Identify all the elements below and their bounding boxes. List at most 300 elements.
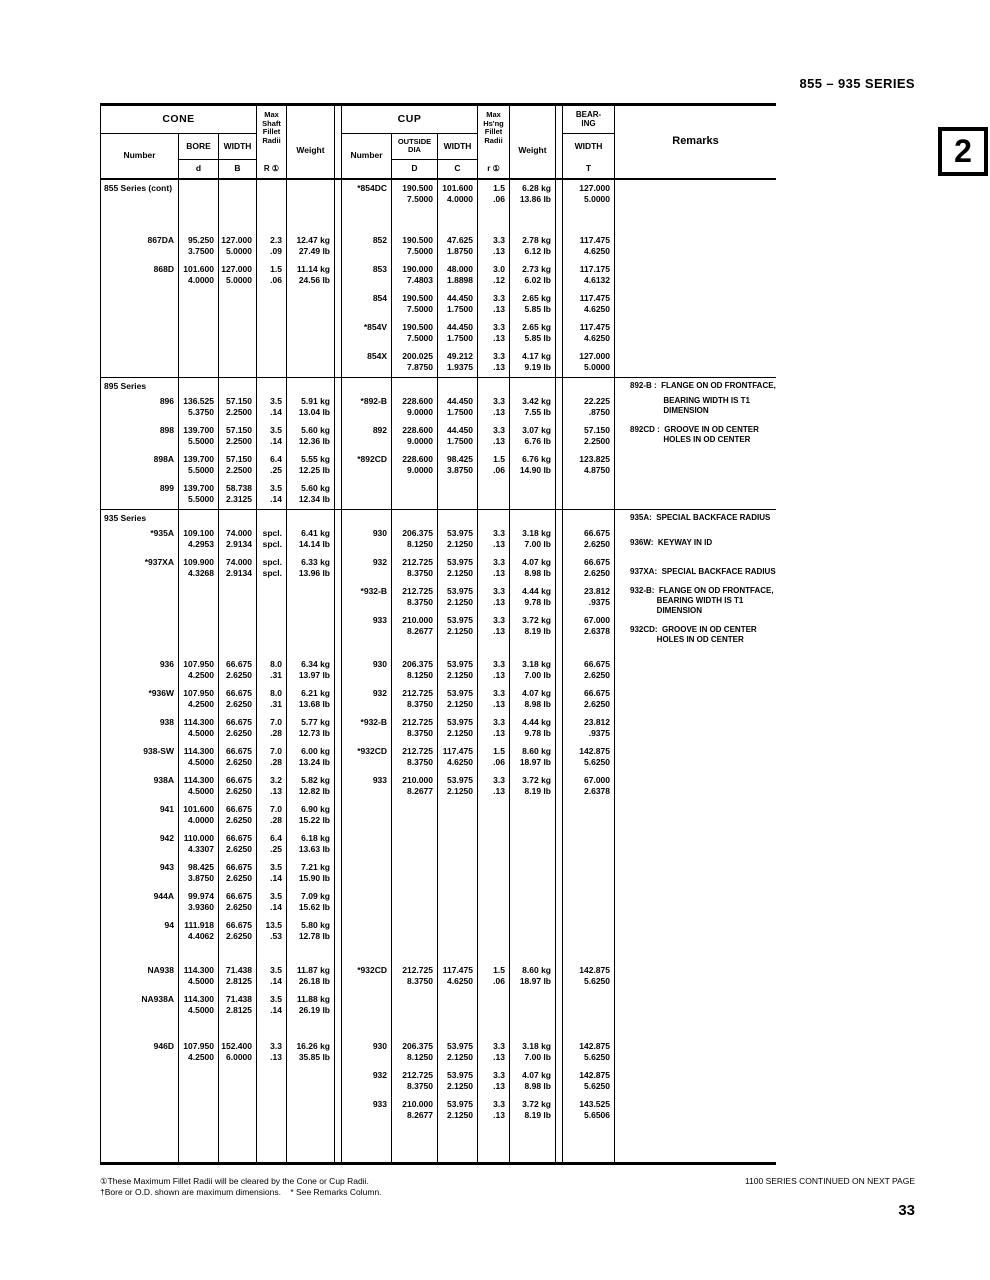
cell-text: 1.5 bbox=[493, 183, 505, 193]
remarks-cell bbox=[614, 348, 776, 377]
cell-text: 933 bbox=[372, 615, 387, 625]
cone-number-cell bbox=[101, 801, 178, 830]
cell-text: 142.875 bbox=[579, 965, 610, 975]
cone-number-cell bbox=[101, 393, 178, 422]
cell-text: 3.3 bbox=[493, 1070, 505, 1080]
cup-od-cell bbox=[391, 422, 437, 451]
cell-text: 9.0000 bbox=[407, 435, 433, 446]
cone-bore-cell bbox=[178, 946, 218, 962]
cone-weight-cell bbox=[286, 510, 334, 525]
cell-text: 2.2500 bbox=[226, 406, 252, 417]
cone-width-cell bbox=[218, 232, 256, 261]
cone-number-cell bbox=[101, 641, 178, 656]
cell-text: 2.3 bbox=[270, 235, 282, 245]
cell-text: 4.5000 bbox=[188, 785, 214, 796]
cell-text: 24.56 lb bbox=[298, 274, 330, 285]
remarks-cell bbox=[614, 378, 776, 393]
divider-cell bbox=[334, 525, 341, 554]
cell-text: 2.1250 bbox=[447, 567, 473, 578]
cell-text: 127.000 bbox=[579, 183, 610, 193]
cup-width-cell bbox=[437, 232, 477, 261]
cone-width-cell bbox=[218, 641, 256, 656]
cell-text: 4.6250 bbox=[584, 245, 610, 256]
spacer-row bbox=[101, 641, 776, 656]
divider-cell bbox=[555, 525, 562, 554]
table-row bbox=[101, 801, 776, 830]
cup-od-cell bbox=[391, 348, 437, 377]
cup-fillet-cell bbox=[477, 1020, 509, 1038]
cell-text: 127.000 bbox=[221, 264, 252, 274]
cup-od-cell bbox=[391, 859, 437, 888]
cell-text: NA938A bbox=[141, 994, 174, 1004]
cell-text: 53.975 bbox=[447, 1099, 473, 1109]
cup-fillet-cell bbox=[477, 348, 509, 377]
header-line: DIA bbox=[408, 145, 421, 155]
cup-width-cell bbox=[437, 261, 477, 290]
cone-weight-cell bbox=[286, 1125, 334, 1162]
cell-text: .14 bbox=[270, 406, 282, 417]
cell-text: 2.9134 bbox=[226, 538, 252, 549]
cell-text: 938 bbox=[159, 717, 174, 727]
cell-text: 13.97 lb bbox=[298, 669, 330, 680]
cup-od-cell bbox=[391, 772, 437, 801]
remarks-cell bbox=[614, 801, 776, 830]
cell-text: 101.600 bbox=[183, 264, 214, 274]
cup-od-cell bbox=[391, 1067, 437, 1096]
remarks-cell bbox=[614, 1020, 776, 1038]
cup-width-cell bbox=[437, 743, 477, 772]
cell-text: 228.600 bbox=[402, 396, 433, 406]
cell-text: 7.5000 bbox=[407, 193, 433, 204]
cell-text: 212.725 bbox=[402, 688, 433, 698]
cell-text: 4.4062 bbox=[188, 930, 214, 941]
cone-weight-cell bbox=[286, 946, 334, 962]
cell-text: 6.02 lb bbox=[524, 274, 551, 285]
cone-number-cell bbox=[101, 525, 178, 554]
cell-text: 5.85 lb bbox=[524, 303, 551, 314]
cell-text: 853 bbox=[372, 264, 387, 274]
cup-weight-cell bbox=[509, 685, 555, 714]
cell-text: 2.1250 bbox=[447, 698, 473, 709]
cup-fillet-cell bbox=[477, 801, 509, 830]
cone-weight-cell bbox=[286, 451, 334, 480]
cone-number-cell bbox=[101, 261, 178, 290]
cell-text: 67.000 bbox=[584, 775, 610, 785]
cell-text: 3.3 bbox=[270, 1041, 282, 1051]
cell-text: 7.0 bbox=[270, 804, 282, 814]
cone-bore-cell bbox=[178, 830, 218, 859]
cell-text: 4.0000 bbox=[447, 193, 473, 204]
cup-od-symbol: D bbox=[391, 160, 437, 178]
cone-weight-cell bbox=[286, 714, 334, 743]
cone-weight-cell bbox=[286, 772, 334, 801]
divider-cell bbox=[334, 422, 341, 451]
cell-text: 13.96 lb bbox=[298, 567, 330, 578]
cell-text: 212.725 bbox=[402, 557, 433, 567]
bearing-width-cell bbox=[562, 480, 614, 509]
cell-text: 8.98 lb bbox=[524, 1080, 551, 1091]
cup-weight-cell bbox=[509, 641, 555, 656]
cell-text: .13 bbox=[493, 406, 505, 417]
cup-fillet-cell bbox=[477, 830, 509, 859]
cell-text: *854DC bbox=[357, 183, 387, 193]
shaft-fillet-symbol: R ① bbox=[263, 163, 280, 173]
cell-text: 2.6250 bbox=[226, 930, 252, 941]
cone-weight-cell bbox=[286, 422, 334, 451]
cup-number-cell bbox=[341, 991, 391, 1020]
cone-fillet-cell bbox=[256, 378, 286, 393]
cup-number-cell bbox=[341, 888, 391, 917]
cell-text: 190.000 bbox=[402, 264, 433, 274]
divider-cell bbox=[555, 859, 562, 888]
cell-text: 2.6250 bbox=[226, 843, 252, 854]
cell-text: HOLES IN OD CENTER bbox=[630, 635, 744, 644]
remarks-cell bbox=[614, 216, 776, 232]
divider-cell bbox=[555, 714, 562, 743]
header-line: Max bbox=[264, 110, 279, 119]
cell-text: 932CD: GROOVE IN OD CENTER bbox=[630, 625, 757, 634]
cone-width-cell bbox=[218, 714, 256, 743]
cell-text: 200.025 bbox=[402, 351, 433, 361]
cell-text: 868D bbox=[153, 264, 174, 274]
cell-text: 15.90 lb bbox=[298, 872, 330, 883]
cone-bore-cell bbox=[178, 962, 218, 991]
cell-text: *932CD bbox=[357, 965, 387, 975]
cell-text: 58.738 bbox=[226, 483, 252, 493]
cell-text: 6.0000 bbox=[226, 1051, 252, 1062]
cup-fillet-cell bbox=[477, 888, 509, 917]
cell-text: 3.5 bbox=[270, 396, 282, 406]
cell-text: 206.375 bbox=[402, 528, 433, 538]
cell-text: 6.4 bbox=[270, 454, 282, 464]
cup-number-cell bbox=[341, 451, 391, 480]
remarks-cell bbox=[614, 422, 776, 451]
cell-text: spcl. bbox=[262, 567, 282, 578]
cup-number-cell bbox=[341, 946, 391, 962]
cell-text: 212.725 bbox=[402, 717, 433, 727]
cell-text: 8.3750 bbox=[407, 727, 433, 738]
cell-text: 8.98 lb bbox=[524, 698, 551, 709]
cell-text: 66.675 bbox=[584, 659, 610, 669]
divider-cell bbox=[555, 261, 562, 290]
cell-text: 5.0000 bbox=[226, 245, 252, 256]
cup-fillet-cell bbox=[477, 510, 509, 525]
cell-text: 53.975 bbox=[447, 528, 473, 538]
cell-text: NA938 bbox=[147, 965, 174, 975]
cone-bore-cell bbox=[178, 772, 218, 801]
cone-width-cell bbox=[218, 180, 256, 216]
table-row bbox=[101, 480, 776, 509]
divider-cell bbox=[334, 1020, 341, 1038]
cell-text: 7.00 lb bbox=[524, 1051, 551, 1062]
cell-text: 3.3 bbox=[493, 351, 505, 361]
cup-width-cell bbox=[437, 962, 477, 991]
cone-width-cell bbox=[218, 962, 256, 991]
remarks-cell bbox=[614, 1067, 776, 1096]
divider-cell bbox=[555, 480, 562, 509]
cup-od-cell bbox=[391, 641, 437, 656]
cell-text: 114.300 bbox=[183, 965, 214, 975]
section-row bbox=[101, 509, 776, 525]
cell-text: 123.825 bbox=[579, 454, 610, 464]
cell-text: 2.78 kg bbox=[522, 235, 551, 245]
bearing-width-cell bbox=[562, 1038, 614, 1067]
cell-text: 9.0000 bbox=[407, 406, 433, 417]
divider-cell bbox=[555, 290, 562, 319]
cell-text: 1.9375 bbox=[447, 361, 473, 372]
cup-number-cell bbox=[341, 422, 391, 451]
cup-number-cell bbox=[341, 714, 391, 743]
cell-text: 44.450 bbox=[447, 425, 473, 435]
cell-text: 14.90 lb bbox=[519, 464, 551, 475]
cell-text: 930 bbox=[372, 659, 387, 669]
divider-cell bbox=[334, 554, 341, 583]
cone-number-cell bbox=[101, 1096, 178, 1125]
cell-text: 2.1250 bbox=[447, 538, 473, 549]
divider-cell bbox=[555, 641, 562, 656]
cell-text: 212.725 bbox=[402, 746, 433, 756]
cell-text: 5.77 kg bbox=[301, 717, 330, 727]
cup-fillet-cell bbox=[477, 261, 509, 290]
shaft-fillet-header bbox=[256, 106, 286, 178]
cell-text: .13 bbox=[493, 1109, 505, 1120]
cone-width-cell bbox=[218, 991, 256, 1020]
cell-text: 936 bbox=[159, 659, 174, 669]
cup-od-cell bbox=[391, 1125, 437, 1162]
cell-text: 5.82 kg bbox=[301, 775, 330, 785]
divider-cell bbox=[334, 917, 341, 946]
cell-text: 3.3 bbox=[493, 293, 505, 303]
cell-text: .13 bbox=[493, 698, 505, 709]
cone-bore-cell bbox=[178, 859, 218, 888]
cell-text: 933 bbox=[372, 775, 387, 785]
cone-width-cell bbox=[218, 1020, 256, 1038]
divider-cell bbox=[334, 991, 341, 1020]
cell-text: 6.34 kg bbox=[301, 659, 330, 669]
cell-text: .13 bbox=[493, 245, 505, 256]
cell-text: *936W bbox=[148, 688, 174, 698]
cell-text: 4.5000 bbox=[188, 1004, 214, 1015]
cone-weight-cell bbox=[286, 216, 334, 232]
cup-width-cell bbox=[437, 1125, 477, 1162]
cell-text: 3.3 bbox=[493, 396, 505, 406]
divider-cell bbox=[555, 348, 562, 377]
divider-cell bbox=[555, 772, 562, 801]
cell-text: 53.975 bbox=[447, 586, 473, 596]
cone-width-cell bbox=[218, 1125, 256, 1162]
cup-od-cell bbox=[391, 830, 437, 859]
cell-text: .13 bbox=[493, 727, 505, 738]
cell-text: 71.438 bbox=[226, 965, 252, 975]
cone-fillet-cell bbox=[256, 1096, 286, 1125]
cone-weight-cell bbox=[286, 378, 334, 393]
table-row bbox=[101, 319, 776, 348]
remarks-cell bbox=[614, 917, 776, 946]
cell-text: 110.000 bbox=[183, 833, 214, 843]
bearing-width-cell bbox=[562, 180, 614, 216]
divider-cell bbox=[555, 801, 562, 830]
cell-text: 114.300 bbox=[183, 775, 214, 785]
cup-fillet-cell bbox=[477, 378, 509, 393]
cell-text: 4.2500 bbox=[188, 698, 214, 709]
cone-width-cell bbox=[218, 393, 256, 422]
remarks-cell bbox=[614, 525, 776, 554]
table-row bbox=[101, 525, 776, 554]
cup-fillet-cell bbox=[477, 641, 509, 656]
cell-text: 11.87 kg bbox=[296, 965, 330, 975]
cell-text: 5.3750 bbox=[188, 406, 214, 417]
cell-text: 5.6506 bbox=[584, 1109, 610, 1120]
cone-number-cell bbox=[101, 290, 178, 319]
cone-width-cell bbox=[218, 917, 256, 946]
cell-text: 2.6250 bbox=[584, 698, 610, 709]
cell-text: 8.60 kg bbox=[522, 746, 551, 756]
cup-fillet-cell bbox=[477, 962, 509, 991]
cell-text: 3.3 bbox=[493, 528, 505, 538]
cell-text: 228.600 bbox=[402, 454, 433, 464]
cell-text: 3.5 bbox=[270, 994, 282, 1004]
cell-text: .31 bbox=[270, 669, 282, 680]
cone-weight-cell bbox=[286, 554, 334, 583]
cell-text: 943 bbox=[159, 862, 174, 872]
cone-number-cell bbox=[101, 656, 178, 685]
cell-text: 7.8750 bbox=[407, 361, 433, 372]
cone-number-cell bbox=[101, 480, 178, 509]
cup-fillet-cell bbox=[477, 480, 509, 509]
cell-text: 57.150 bbox=[226, 396, 252, 406]
cone-fillet-cell bbox=[256, 772, 286, 801]
cup-number-cell bbox=[341, 656, 391, 685]
cell-text: 16.26 kg bbox=[296, 1041, 330, 1051]
cone-fillet-cell bbox=[256, 180, 286, 216]
cell-text: spcl. bbox=[262, 557, 282, 567]
cup-width-header: WIDTH bbox=[437, 134, 477, 161]
cone-fillet-cell bbox=[256, 480, 286, 509]
cell-text: 71.438 bbox=[226, 994, 252, 1004]
bearing-width-cell bbox=[562, 917, 614, 946]
table-row bbox=[101, 991, 776, 1020]
cell-text: 7.5000 bbox=[407, 245, 433, 256]
cell-text: 3.72 kg bbox=[522, 775, 551, 785]
cup-weight-cell bbox=[509, 830, 555, 859]
divider-cell bbox=[334, 962, 341, 991]
cell-text: 2.8125 bbox=[226, 1004, 252, 1015]
cell-text: 941 bbox=[159, 804, 174, 814]
cell-text: BEARING WIDTH IS T1 bbox=[630, 596, 744, 605]
cone-bore-cell bbox=[178, 290, 218, 319]
cell-text: 98.425 bbox=[447, 454, 473, 464]
cell-text: 107.950 bbox=[183, 688, 214, 698]
cone-fillet-cell bbox=[256, 422, 286, 451]
cell-text: 27.49 lb bbox=[298, 245, 330, 256]
cell-text: 13.24 lb bbox=[298, 756, 330, 767]
header-line: Radii bbox=[262, 135, 281, 145]
cell-text: 14.14 lb bbox=[298, 538, 330, 549]
cone-bore-cell bbox=[178, 801, 218, 830]
divider-cell bbox=[334, 1096, 341, 1125]
cup-fillet-cell bbox=[477, 232, 509, 261]
cup-width-cell bbox=[437, 290, 477, 319]
cell-text: 3.2 bbox=[270, 775, 282, 785]
bearing-width-cell bbox=[562, 261, 614, 290]
cell-text: 2.2500 bbox=[226, 464, 252, 475]
cone-width-cell bbox=[218, 772, 256, 801]
cone-fillet-cell bbox=[256, 290, 286, 319]
cone-group-header: CONE bbox=[101, 106, 256, 134]
divider-cell bbox=[555, 510, 562, 525]
cell-text: 66.675 bbox=[226, 804, 252, 814]
cell-text: 2.2500 bbox=[226, 435, 252, 446]
cup-weight-cell bbox=[509, 480, 555, 509]
cell-text: 899 bbox=[159, 483, 174, 493]
cell-text: 2.6250 bbox=[226, 756, 252, 767]
spacer-row bbox=[101, 1125, 776, 1162]
cone-weight-cell bbox=[286, 962, 334, 991]
table-row bbox=[101, 962, 776, 991]
cup-weight-cell bbox=[509, 714, 555, 743]
cell-text: 107.950 bbox=[183, 1041, 214, 1051]
cone-fillet-cell bbox=[256, 743, 286, 772]
cell-text: 4.17 kg bbox=[522, 351, 551, 361]
cup-number-cell bbox=[341, 917, 391, 946]
continued-note: 1100 SERIES CONTINUED ON NEXT PAGE bbox=[744, 1176, 915, 1186]
cell-text: 3.18 kg bbox=[522, 659, 551, 669]
cone-weight-cell bbox=[286, 1020, 334, 1038]
cup-width-cell bbox=[437, 180, 477, 216]
bearing-width-cell bbox=[562, 801, 614, 830]
cup-width-cell bbox=[437, 319, 477, 348]
cell-text: 854X bbox=[367, 351, 387, 361]
cone-weight-cell bbox=[286, 917, 334, 946]
cell-text: 6.00 kg bbox=[301, 746, 330, 756]
cone-number-cell bbox=[101, 378, 178, 393]
cup-od-cell bbox=[391, 917, 437, 946]
table-row bbox=[101, 583, 776, 615]
cell-text: 932 bbox=[372, 688, 387, 698]
table-body bbox=[101, 180, 776, 1162]
cone-bore-cell bbox=[178, 1067, 218, 1096]
cone-number-cell bbox=[101, 510, 178, 525]
cell-text: .13 bbox=[270, 1051, 282, 1062]
cone-width-cell bbox=[218, 216, 256, 232]
cell-text: 117.175 bbox=[579, 264, 610, 274]
cell-text: 6.12 lb bbox=[524, 245, 551, 256]
cup-weight-cell bbox=[509, 1038, 555, 1067]
cup-width-cell bbox=[437, 393, 477, 422]
cell-text: 7.09 kg bbox=[301, 891, 330, 901]
cell-text: *854V bbox=[363, 322, 387, 332]
cell-text: .14 bbox=[270, 872, 282, 883]
remarks-cell bbox=[614, 319, 776, 348]
cell-text: 942 bbox=[159, 833, 174, 843]
cone-weight-cell bbox=[286, 319, 334, 348]
cell-text: 2.1250 bbox=[447, 727, 473, 738]
cup-fillet-cell bbox=[477, 319, 509, 348]
cone-width-cell bbox=[218, 525, 256, 554]
cell-text: .31 bbox=[270, 698, 282, 709]
cell-text: 4.5000 bbox=[188, 756, 214, 767]
cup-number-cell bbox=[341, 641, 391, 656]
cell-text: 933 bbox=[372, 1099, 387, 1109]
cell-text: 8.98 lb bbox=[524, 567, 551, 578]
cell-text: 206.375 bbox=[402, 1041, 433, 1051]
cup-fillet-cell bbox=[477, 422, 509, 451]
cup-width-cell bbox=[437, 859, 477, 888]
remarks-cell bbox=[614, 772, 776, 801]
cone-width-cell bbox=[218, 319, 256, 348]
cell-text: 8.3750 bbox=[407, 975, 433, 986]
cup-width-cell bbox=[437, 525, 477, 554]
